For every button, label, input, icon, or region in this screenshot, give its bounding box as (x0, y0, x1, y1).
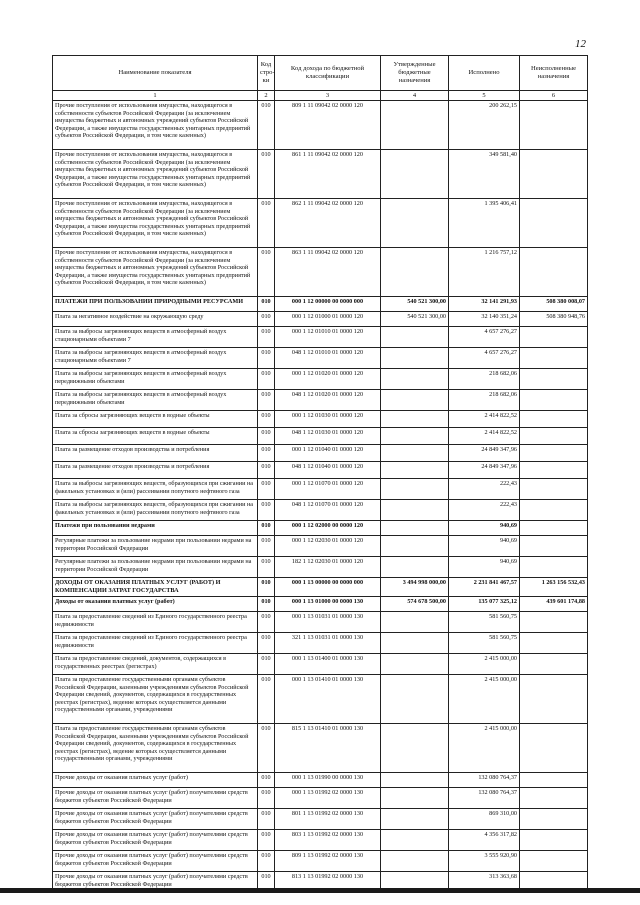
row-approved-cell (381, 788, 449, 809)
table-row (53, 411, 588, 428)
row-kbk-cell: 000 1 13 01410 01 0000 130 (275, 675, 381, 724)
row-code-cell: 010 (258, 462, 275, 479)
row-name-cell: Плата за сбросы загрязняющих веществ в водные объекты (53, 411, 258, 428)
table-row (53, 612, 588, 633)
row-approved-cell: 540 521 300,00 (381, 297, 449, 312)
row-code-cell: 010 (258, 773, 275, 788)
table-row (53, 390, 588, 411)
row-kbk-cell: 801 1 13 01992 02 0000 130 (275, 809, 381, 830)
row-kbk-cell: 000 1 13 01000 00 0000 130 (275, 597, 381, 612)
row-unexecuted-cell (520, 390, 588, 411)
row-unexecuted-cell (520, 521, 588, 536)
table-row (53, 578, 588, 597)
row-code-cell: 010 (258, 788, 275, 809)
row-executed-cell: 4 657 276,27 (449, 348, 520, 369)
table-row (53, 462, 588, 479)
row-code-cell: 010 (258, 199, 275, 248)
row-approved-cell (381, 536, 449, 557)
row-kbk-cell: 803 1 13 01992 02 0000 130 (275, 830, 381, 851)
row-code-cell: 010 (258, 675, 275, 724)
row-code-cell: 010 (258, 411, 275, 428)
row-executed-cell: 2 414 822,52 (449, 411, 520, 428)
row-name-cell: Прочие доходы от оказания платных услуг (работ) получателями средств бюджетов субъектов Российской Федерации (53, 851, 258, 872)
row-unexecuted-cell (520, 348, 588, 369)
row-unexecuted-cell (520, 150, 588, 199)
table-row (53, 675, 588, 724)
header-executed: Исполнено (449, 56, 520, 91)
row-executed-cell: 24 849 347,96 (449, 462, 520, 479)
row-executed-cell: 940,69 (449, 521, 520, 536)
row-executed-cell: 2 415 000,00 (449, 654, 520, 675)
row-kbk-cell: 048 1 12 01070 01 0000 120 (275, 500, 381, 521)
row-kbk-cell: 000 1 13 01400 01 0000 130 (275, 654, 381, 675)
row-kbk-cell: 000 1 13 01992 02 0000 130 (275, 788, 381, 809)
row-unexecuted-cell: 439 601 174,88 (520, 597, 588, 612)
row-kbk-cell: 000 1 12 01070 01 0000 120 (275, 479, 381, 500)
row-name-cell: Доходы от оказания платных услуг (работ) (53, 597, 258, 612)
table-row (53, 101, 588, 150)
row-approved-cell (381, 521, 449, 536)
row-unexecuted-cell (520, 830, 588, 851)
column-number: 2 (258, 91, 275, 101)
row-unexecuted-cell (520, 773, 588, 788)
row-name-cell: Прочие доходы от оказания платных услуг (работ) получателями средств бюджетов субъектов Российской Федерации (53, 872, 258, 893)
row-kbk-cell: 321 1 13 01031 01 0000 130 (275, 633, 381, 654)
column-number: 1 (53, 91, 258, 101)
row-executed-cell: 940,69 (449, 557, 520, 578)
row-code-cell: 010 (258, 536, 275, 557)
row-kbk-cell: 809 1 11 09042 02 0000 120 (275, 101, 381, 150)
row-unexecuted-cell (520, 199, 588, 248)
row-approved-cell (381, 654, 449, 675)
row-executed-cell: 349 581,40 (449, 150, 520, 199)
scan-edge-bar (0, 888, 640, 893)
table-row (53, 248, 588, 297)
row-code-cell: 010 (258, 830, 275, 851)
table-header-row (53, 56, 588, 91)
row-name-cell: Прочие поступления от использования имущества, находящегося в собственности субъектов Российской Федерации (за исключением имущества бюджетных и автономных учреждений субъектов Российской Федерации, а также имущества государственных унитарных предприятий субъектов Российской Федерации, в том числе казенных) (53, 150, 258, 199)
table-row (53, 851, 588, 872)
row-approved-cell (381, 724, 449, 773)
row-name-cell: Плата за выбросы загрязняющих веществ в атмосферный воздух передвижными объектами (53, 390, 258, 411)
table-row (53, 830, 588, 851)
column-number: 5 (449, 91, 520, 101)
row-unexecuted-cell (520, 724, 588, 773)
row-executed-cell: 2 414 822,52 (449, 428, 520, 445)
row-name-cell: Плата за выбросы загрязняющих веществ в атмосферный воздух передвижными объектами (53, 369, 258, 390)
table-row (53, 500, 588, 521)
row-code-cell: 010 (258, 809, 275, 830)
row-name-cell: ПЛАТЕЖИ ПРИ ПОЛЬЗОВАНИИ ПРИРОДНЫМИ РЕСУРСАМИ (53, 297, 258, 312)
page-number: 12 (575, 38, 586, 50)
row-executed-cell: 218 682,06 (449, 369, 520, 390)
row-name-cell: Платежи при пользовании недрами (53, 521, 258, 536)
row-approved-cell: 574 678 500,00 (381, 597, 449, 612)
row-kbk-cell: 000 1 12 02030 01 0000 120 (275, 536, 381, 557)
row-executed-cell: 32 141 291,93 (449, 297, 520, 312)
row-unexecuted-cell (520, 675, 588, 724)
row-name-cell: Плата за предоставление государственными органами субъектов Российской Федерации, казенными учреждениями субъектов Российской Федерации сведений, документов, содержащихся в государственных реестрах (регистрах), ведение которых осуществляется данными государственными органами, учреждениями (53, 675, 258, 724)
row-code-cell: 010 (258, 390, 275, 411)
table-body (53, 101, 588, 893)
column-number-row (53, 91, 588, 101)
row-kbk-cell: 815 1 13 01410 01 0000 130 (275, 724, 381, 773)
row-approved-cell (381, 773, 449, 788)
row-unexecuted-cell (520, 500, 588, 521)
row-name-cell: Прочие поступления от использования имущества, находящегося в собственности субъектов Российской Федерации (за исключением имущества бюджетных и автономных учреждений субъектов Российской Федерации, а также имущества государственных унитарных предприятий субъектов Российской Федерации, в том числе казенных) (53, 101, 258, 150)
row-name-cell: Прочие доходы от оказания платных услуг (работ) (53, 773, 258, 788)
row-code-cell: 010 (258, 578, 275, 597)
row-unexecuted-cell (520, 428, 588, 445)
table-row (53, 312, 588, 327)
table-row (53, 150, 588, 199)
row-approved-cell (381, 557, 449, 578)
table-row (53, 521, 588, 536)
row-executed-cell: 313 363,68 (449, 872, 520, 893)
row-executed-cell: 200 262,15 (449, 101, 520, 150)
table-row (53, 557, 588, 578)
table-row (53, 445, 588, 462)
row-code-cell: 010 (258, 654, 275, 675)
row-kbk-cell: 048 1 12 01030 01 0000 120 (275, 428, 381, 445)
table-row (53, 809, 588, 830)
row-name-cell: ДОХОДЫ ОТ ОКАЗАНИЯ ПЛАТНЫХ УСЛУГ (РАБОТ) И КОМПЕНСАЦИИ ЗАТРАТ ГОСУДАРСТВА (53, 578, 258, 597)
row-executed-cell: 218 682,06 (449, 390, 520, 411)
row-kbk-cell: 000 1 12 02000 00 0000 120 (275, 521, 381, 536)
row-kbk-cell: 000 1 12 00000 00 0000 000 (275, 297, 381, 312)
table-row (53, 724, 588, 773)
row-approved-cell (381, 248, 449, 297)
row-approved-cell (381, 830, 449, 851)
row-name-cell: Прочие доходы от оказания платных услуг (работ) получателями средств бюджетов субъектов Российской Федерации (53, 830, 258, 851)
table-row (53, 788, 588, 809)
row-code-cell: 010 (258, 445, 275, 462)
row-executed-cell: 2 231 841 467,57 (449, 578, 520, 597)
row-name-cell: Плата за предоставление сведений из Единого государственного реестра недвижимости (53, 612, 258, 633)
row-code-cell: 010 (258, 327, 275, 348)
row-unexecuted-cell: 508 380 008,07 (520, 297, 588, 312)
row-code-cell: 010 (258, 521, 275, 536)
row-executed-cell: 32 140 351,24 (449, 312, 520, 327)
row-approved-cell (381, 411, 449, 428)
row-unexecuted-cell (520, 327, 588, 348)
row-code-cell: 010 (258, 724, 275, 773)
table-row (53, 479, 588, 500)
header-code: Код стро-ки (258, 56, 275, 91)
row-executed-cell: 940,69 (449, 536, 520, 557)
row-unexecuted-cell (520, 462, 588, 479)
row-name-cell: Плата за размещение отходов производства и потребления (53, 462, 258, 479)
row-unexecuted-cell: 508 380 948,76 (520, 312, 588, 327)
table-row (53, 428, 588, 445)
row-kbk-cell: 809 1 13 01992 02 0000 130 (275, 851, 381, 872)
row-kbk-cell: 000 1 12 01010 01 0000 120 (275, 327, 381, 348)
row-kbk-cell: 861 1 11 09042 02 0000 120 (275, 150, 381, 199)
row-code-cell: 010 (258, 851, 275, 872)
row-approved-cell (381, 445, 449, 462)
row-name-cell: Плата за предоставление государственными органами субъектов Российской Федерации, казенными учреждениями субъектов Российской Федерации сведений, документов, содержащихся в государственных реестрах (регистрах), ведение которых осуществляется данными государственными органами, учреждениями (53, 724, 258, 773)
row-name-cell: Прочие поступления от использования имущества, находящегося в собственности субъектов Российской Федерации (за исключением имущества бюджетных и автономных учреждений субъектов Российской Федерации, а также имущества государственных унитарных предприятий субъектов Российской Федерации, в том числе казенных) (53, 248, 258, 297)
row-approved-cell: 3 494 998 000,00 (381, 578, 449, 597)
row-code-cell: 010 (258, 612, 275, 633)
row-executed-cell: 1 395 406,41 (449, 199, 520, 248)
row-name-cell: Плата за выбросы загрязняющих веществ в атмосферный воздух стационарными объектами 7 (53, 327, 258, 348)
row-name-cell: Прочие доходы от оказания платных услуг (работ) получателями средств бюджетов субъектов Российской Федерации (53, 809, 258, 830)
row-unexecuted-cell (520, 411, 588, 428)
row-executed-cell: 1 216 757,12 (449, 248, 520, 297)
row-approved-cell (381, 101, 449, 150)
row-unexecuted-cell (520, 612, 588, 633)
row-code-cell: 010 (258, 312, 275, 327)
row-kbk-cell: 000 1 12 01000 01 0000 120 (275, 312, 381, 327)
row-kbk-cell: 000 1 13 01031 01 0000 130 (275, 612, 381, 633)
column-number: 3 (275, 91, 381, 101)
row-code-cell: 010 (258, 101, 275, 150)
row-approved-cell (381, 479, 449, 500)
row-approved-cell (381, 851, 449, 872)
table-row (53, 297, 588, 312)
row-code-cell: 010 (258, 369, 275, 390)
revenue-table (52, 55, 588, 893)
row-name-cell: Прочие доходы от оказания платных услуг (работ) получателями средств бюджетов субъектов Российской Федерации (53, 788, 258, 809)
table-row (53, 199, 588, 248)
row-kbk-cell: 000 1 13 00000 00 0000 000 (275, 578, 381, 597)
row-executed-cell: 869 310,00 (449, 809, 520, 830)
row-executed-cell: 581 560,75 (449, 633, 520, 654)
row-executed-cell: 132 080 764,37 (449, 788, 520, 809)
row-approved-cell (381, 675, 449, 724)
row-code-cell: 010 (258, 872, 275, 893)
table-row (53, 348, 588, 369)
row-name-cell: Плата за негативное воздействие на окружающую среду (53, 312, 258, 327)
row-executed-cell: 2 415 000,00 (449, 724, 520, 773)
row-executed-cell: 24 849 347,96 (449, 445, 520, 462)
row-executed-cell: 222,43 (449, 500, 520, 521)
row-approved-cell (381, 462, 449, 479)
row-unexecuted-cell (520, 557, 588, 578)
row-code-cell: 010 (258, 557, 275, 578)
row-kbk-cell: 000 1 12 01020 01 0000 120 (275, 369, 381, 390)
row-name-cell: Регулярные платежи за пользование недрами при пользовании недрами на территории Российской Федерации (53, 536, 258, 557)
row-kbk-cell: 000 1 13 01990 00 0000 130 (275, 773, 381, 788)
row-approved-cell (381, 150, 449, 199)
row-unexecuted-cell (520, 369, 588, 390)
row-approved-cell (381, 327, 449, 348)
row-executed-cell: 132 080 764,37 (449, 773, 520, 788)
row-unexecuted-cell (520, 536, 588, 557)
row-kbk-cell: 048 1 12 01040 01 0000 120 (275, 462, 381, 479)
row-code-cell: 010 (258, 248, 275, 297)
table-row (53, 633, 588, 654)
row-name-cell: Плата за сбросы загрязняющих веществ в водные объекты (53, 428, 258, 445)
row-unexecuted-cell (520, 851, 588, 872)
header-name: Наименование показателя (53, 56, 258, 91)
table-row (53, 773, 588, 788)
row-name-cell: Плата за выбросы загрязняющих веществ в атмосферный воздух стационарными объектами 7 (53, 348, 258, 369)
row-code-cell: 010 (258, 597, 275, 612)
row-code-cell: 010 (258, 500, 275, 521)
row-code-cell: 010 (258, 348, 275, 369)
table-row (53, 597, 588, 612)
row-unexecuted-cell (520, 788, 588, 809)
table-row (53, 536, 588, 557)
table-row (53, 327, 588, 348)
row-kbk-cell: 048 1 12 01010 01 0000 120 (275, 348, 381, 369)
table-row (53, 654, 588, 675)
row-approved-cell (381, 369, 449, 390)
row-name-cell: Регулярные платежи за пользование недрами при пользовании недрами на территории Российской Федерации (53, 557, 258, 578)
row-unexecuted-cell (520, 445, 588, 462)
header-approved: Утвержденные бюджетные назначения (381, 56, 449, 91)
column-number: 6 (520, 91, 588, 101)
row-name-cell: Плата за размещение отходов производства и потребления (53, 445, 258, 462)
row-executed-cell: 2 415 000,00 (449, 675, 520, 724)
row-code-cell: 010 (258, 479, 275, 500)
row-kbk-cell: 000 1 12 01030 01 0000 120 (275, 411, 381, 428)
row-executed-cell: 581 560,75 (449, 612, 520, 633)
row-approved-cell (381, 500, 449, 521)
row-unexecuted-cell (520, 809, 588, 830)
row-kbk-cell: 000 1 12 01040 01 0000 120 (275, 445, 381, 462)
row-unexecuted-cell (520, 654, 588, 675)
row-kbk-cell: 862 1 11 09042 02 0000 120 (275, 199, 381, 248)
row-code-cell: 010 (258, 428, 275, 445)
row-approved-cell: 540 521 300,00 (381, 312, 449, 327)
header-kbk: Код дохода по бюджетной классификации (275, 56, 381, 91)
row-name-cell: Плата за предоставление сведений, документов, содержащихся в государственных реестрах (регистрах) (53, 654, 258, 675)
row-approved-cell (381, 348, 449, 369)
row-approved-cell (381, 199, 449, 248)
row-approved-cell (381, 428, 449, 445)
row-unexecuted-cell (520, 479, 588, 500)
row-code-cell: 010 (258, 633, 275, 654)
row-approved-cell (381, 390, 449, 411)
row-name-cell: Прочие поступления от использования имущества, находящегося в собственности субъектов Российской Федерации (за исключением имущества бюджетных и автономных учреждений субъектов Российской Федерации, а также имущества государственных унитарных предприятий субъектов Российской Федерации, в том числе казенных) (53, 199, 258, 248)
row-unexecuted-cell (520, 248, 588, 297)
row-approved-cell (381, 809, 449, 830)
row-approved-cell (381, 612, 449, 633)
row-kbk-cell: 182 1 12 02030 01 0000 120 (275, 557, 381, 578)
row-executed-cell: 4 657 276,27 (449, 327, 520, 348)
row-kbk-cell: 813 1 13 01992 02 0000 130 (275, 872, 381, 893)
row-name-cell: Плата за выбросы загрязняющих веществ, образующихся при сжигании на факельных установках и (или) рассеивании попутного нефтяного газа (53, 500, 258, 521)
row-executed-cell: 135 077 325,12 (449, 597, 520, 612)
row-unexecuted-cell (520, 101, 588, 150)
row-code-cell: 010 (258, 150, 275, 199)
row-code-cell: 010 (258, 297, 275, 312)
row-kbk-cell: 048 1 12 01020 01 0000 120 (275, 390, 381, 411)
row-executed-cell: 222,43 (449, 479, 520, 500)
row-name-cell: Плата за выбросы загрязняющих веществ, образующихся при сжигании на факельных установках и (или) рассеивании попутного нефтяного газа (53, 479, 258, 500)
row-unexecuted-cell: 1 263 156 532,43 (520, 578, 588, 597)
header-unexecuted: Неисполненные назначения (520, 56, 588, 91)
row-unexecuted-cell (520, 633, 588, 654)
row-kbk-cell: 863 1 11 09042 02 0000 120 (275, 248, 381, 297)
row-executed-cell: 4 356 317,82 (449, 830, 520, 851)
row-executed-cell: 3 555 920,90 (449, 851, 520, 872)
column-number: 4 (381, 91, 449, 101)
row-approved-cell (381, 633, 449, 654)
row-name-cell: Плата за предоставление сведений из Единого государственного реестра недвижимости (53, 633, 258, 654)
table-row (53, 369, 588, 390)
